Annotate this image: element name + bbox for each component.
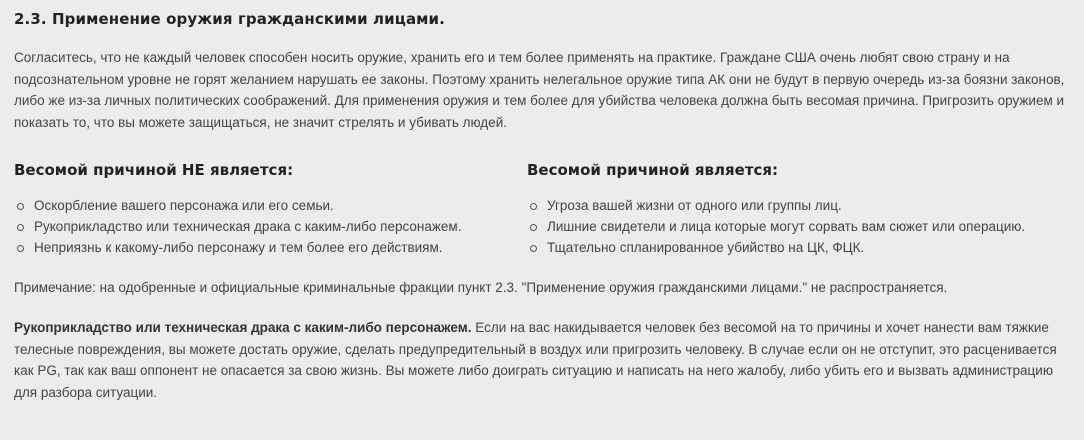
- not-valid-reasons-title: Весомой причиной НЕ является:: [14, 161, 294, 179]
- list-item-text: Тщательно спланированное убийство на ЦК, ФЦК.: [547, 240, 865, 255]
- intro-paragraph: Согласитесь, что не каждый человек способен носить оружие, хранить его и тем более применять на практике. Граждане США очень любят свою страну и на подсознательном уровне не горят желанием нарушать ее законы. Поэтому хранить нелегальное оружие типа АК они не будут в первую очередь из-за боязни законов, либо же из-за личных политических соображений. Для применения оружия и тем более для убийства человека должна быть весомая причина. Пригрозить оружием и показать то, что вы можете защищаться, не значит стрелять и убивать людей.: [14, 50, 1065, 130]
- detail-text: Если на вас накидывается человек без весомой на то причины и хочет нанести вам тяжкие телесные повреждения, вы можете достать оружие, сделать предупредительный в воздух или пригрозить человеку. В случае если он не отступит, это расценивается как PG, так как ваш оппонент не опасается за свою жизнь. Вы можете либо доиграть ситуацию и написать на него жалобу, либо убить его и вызвать администрацию для разбора ситуации.: [14, 320, 1057, 400]
- circle-bullet-icon: [17, 203, 24, 210]
- list-item-text: Оскорбление вашего персонажа или его семьи.: [34, 198, 334, 213]
- valid-reasons-title: Весомой причиной является:: [527, 161, 779, 179]
- list-item-text: Угроза вашей жизни от одного или группы лиц.: [547, 198, 842, 213]
- note-paragraph: Примечание: на одобренные и официальные криминальные фракции пункт 2.3. "Применение оружия гражданскими лицами." не распространяется.: [14, 280, 948, 295]
- circle-bullet-icon: [530, 245, 537, 252]
- detail-paragraph: [14, 317, 1066, 403]
- list-item: [14, 237, 527, 258]
- list-item: [527, 237, 1040, 258]
- circle-bullet-icon: [530, 224, 537, 231]
- circle-bullet-icon: [17, 245, 24, 252]
- list-item: [14, 216, 527, 237]
- section-title: 2.3. Применение оружия гражданскими лицами.: [14, 10, 445, 28]
- list-item-text: Рукоприкладство или техническая драка с каким-либо персонажем.: [34, 219, 462, 234]
- list-item-text: Неприязнь к какому-либо персонажу и тем более его действиям.: [34, 240, 443, 255]
- circle-bullet-icon: [17, 224, 24, 231]
- list-item-text: Лишние свидетели и лица которые могут сорвать вам сюжет или операцию.: [547, 219, 1026, 234]
- reasons-columns: [14, 160, 1066, 258]
- valid-reasons-list: [527, 195, 1040, 258]
- list-item: [14, 195, 527, 216]
- circle-bullet-icon: [530, 203, 537, 210]
- not-valid-reasons-list: [14, 195, 527, 258]
- not-valid-reasons-column: [14, 160, 527, 258]
- list-item: [527, 216, 1040, 237]
- list-item: [527, 195, 1040, 216]
- valid-reasons-column: [527, 160, 1040, 258]
- detail-bold-lead: Рукоприкладство или техническая драка с каким-либо персонажем.: [14, 320, 472, 335]
